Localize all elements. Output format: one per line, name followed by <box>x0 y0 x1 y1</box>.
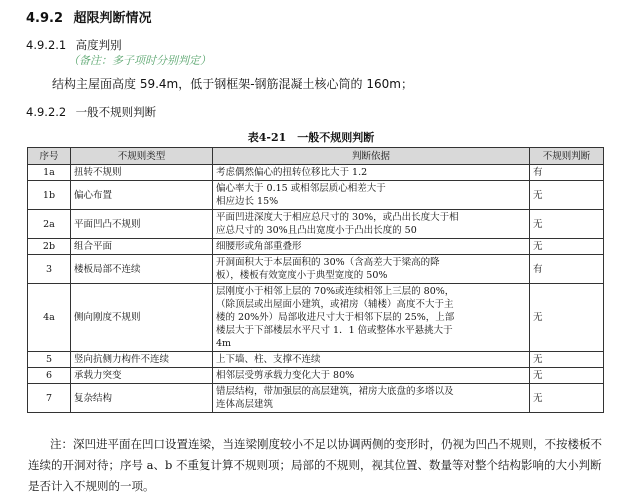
table-row <box>28 352 604 368</box>
row-basis <box>213 181 530 210</box>
row-result: 有 <box>530 165 604 181</box>
header-type: 不规则类型 <box>71 148 213 165</box>
row-id: 7 <box>28 384 71 413</box>
basis-line: 上下墙、柱、支撑不连续 <box>216 354 321 365</box>
table-row <box>28 384 604 413</box>
table-row <box>28 181 604 210</box>
row-type: 扭转不规则 <box>71 165 213 181</box>
basis-line: 应总尺寸的 30%且凸出宽度小于凸出长度的 50 <box>216 225 417 236</box>
table-body <box>28 165 604 413</box>
basis-line: 楼层大于下部楼层水平尺寸 1．1 倍或整体水平悬挑大于 <box>216 325 453 336</box>
row-type: 组合平面 <box>71 239 213 255</box>
row-result: 无 <box>530 384 604 413</box>
row-type: 侧向刚度不规则 <box>71 284 213 352</box>
height-section-number: 4.9.2.1 <box>26 38 67 52</box>
row-id: 1b <box>28 181 71 210</box>
table-header-row <box>28 148 604 165</box>
header-result: 不规则判断 <box>530 148 604 165</box>
row-id: 1a <box>28 165 71 181</box>
row-id: 4a <box>28 284 71 352</box>
table-row <box>28 165 604 181</box>
row-id: 2b <box>28 239 71 255</box>
row-type: 楼板局部不连续 <box>71 255 213 284</box>
height-subheading <box>26 37 122 53</box>
table-row <box>28 210 604 239</box>
basis-line: 细腰形或角部重叠形 <box>216 241 302 252</box>
row-basis <box>213 165 530 181</box>
basis-line: 偏心率大于 0.15 或相邻层质心相差大于 <box>216 183 386 194</box>
row-id: 2a <box>28 210 71 239</box>
basis-line: 错层结构，带加强层的高层建筑，裙房大底盘的多塔以及 <box>216 386 454 397</box>
footnote: 注：深凹进平面在凹口设置连梁，当连梁刚度较小不足以协调两侧的变形时，仍视为凹凸不规则，不按楼板不连续的开洞对待；序号 a、b 不重复计算不规则项；局部的不规则，视其位置、数量等对整个结构影响的大小判断是否计入不规则的一项。 <box>28 437 602 493</box>
basis-line: 层刚度小于相邻上层的 70%或连续相邻上三层的 80%， <box>216 286 455 297</box>
basis-line: （除顶层或出屋面小建筑，或裙房（辅楼）高度不大于主 <box>216 299 454 310</box>
table-caption: 表4-21 一般不规则判断 <box>247 131 375 144</box>
row-basis <box>213 239 530 255</box>
row-basis <box>213 255 530 284</box>
row-basis <box>213 210 530 239</box>
irregular-section-number: 4.9.2.2 <box>26 105 67 119</box>
table-row <box>28 368 604 384</box>
basis-line: 4m <box>216 338 232 349</box>
section-heading <box>26 7 152 26</box>
irregularity-table <box>27 147 604 413</box>
section-number: 4.9.2 <box>26 11 64 26</box>
row-result: 无 <box>530 352 604 368</box>
row-type: 竖向抗侧力构件不连续 <box>71 352 213 368</box>
row-basis <box>213 368 530 384</box>
section-title: 超限判断情况 <box>73 11 152 26</box>
basis-line: 开洞面积大于本层面积的 30%（含高差大于梁高的降 <box>216 257 440 268</box>
row-type: 偏心布置 <box>71 181 213 210</box>
row-type: 承载力突变 <box>71 368 213 384</box>
row-result: 无 <box>530 181 604 210</box>
basis-line: 板），楼板有效宽度小于典型宽度的 50% <box>216 270 388 281</box>
basis-line: 平面凹进深度大于相应总尺寸的 30%，或凸出长度大于相 <box>216 212 459 223</box>
row-result: 无 <box>530 210 604 239</box>
basis-line: 连体高层建筑 <box>216 399 274 410</box>
header-basis: 判断依据 <box>213 148 530 165</box>
row-basis <box>213 284 530 352</box>
row-type: 复杂结构 <box>71 384 213 413</box>
row-basis <box>213 384 530 413</box>
row-id: 3 <box>28 255 71 284</box>
height-section-title: 高度判别 <box>75 38 122 52</box>
row-result: 无 <box>530 284 604 352</box>
row-id: 6 <box>28 368 71 384</box>
table-row <box>28 255 604 284</box>
basis-line: 楼的 20%外）局部收进尺寸大于相邻下层的 25%，上部 <box>216 312 455 323</box>
basis-line: 相邻层受剪承载力变化大于 80% <box>216 370 355 381</box>
row-type: 平面凹凸不规则 <box>71 210 213 239</box>
irregular-subheading <box>26 104 156 120</box>
height-note: （备注：多子项时分别判定） <box>68 54 211 67</box>
table-row <box>28 239 604 255</box>
row-basis <box>213 352 530 368</box>
basis-line: 考虑偶然偏心的扭转位移比大于 1.2 <box>216 167 368 178</box>
header-id: 序号 <box>28 148 71 165</box>
basis-line: 相应边长 15% <box>216 196 279 207</box>
row-id: 5 <box>28 352 71 368</box>
table-row <box>28 284 604 352</box>
row-result: 有 <box>530 255 604 284</box>
row-result: 无 <box>530 239 604 255</box>
height-text: 结构主屋面高度 59.4m，低于钢框架-钢筋混凝土核心筒的 160m； <box>52 77 413 91</box>
irregular-section-title: 一般不规则判断 <box>75 105 157 119</box>
row-result: 无 <box>530 368 604 384</box>
